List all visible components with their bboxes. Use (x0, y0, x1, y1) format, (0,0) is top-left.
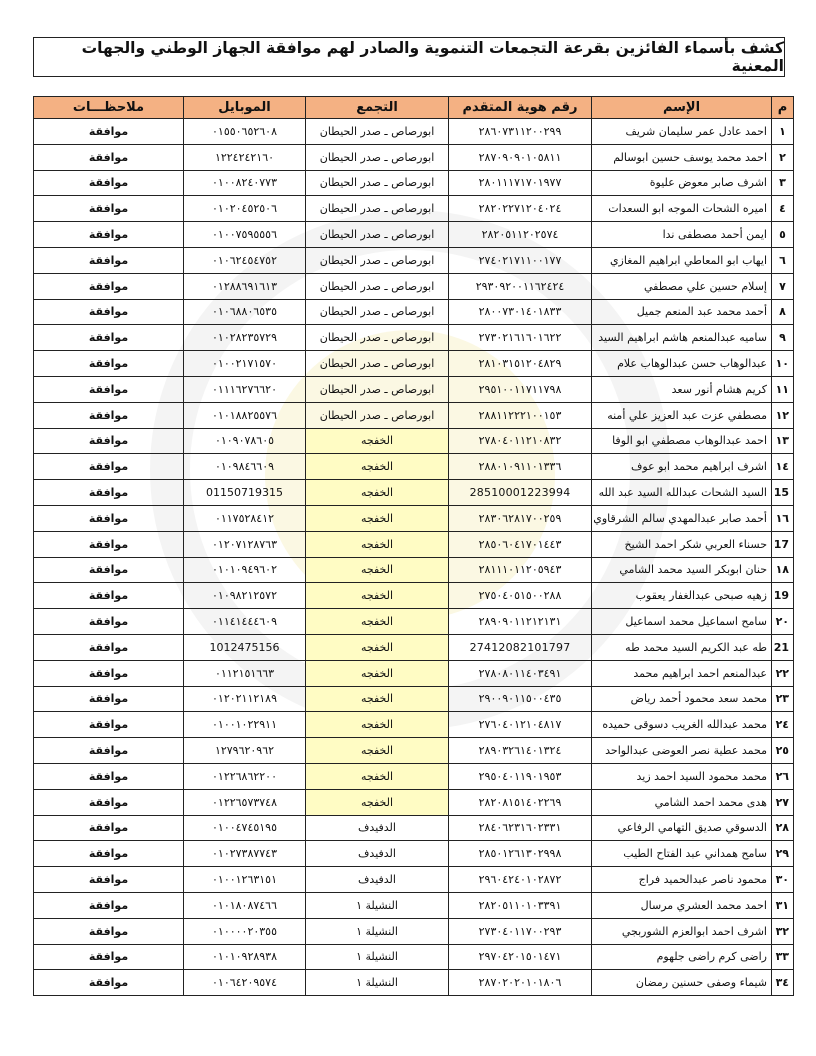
group-name: ابورصاص ـ صدر الحيطان (306, 273, 449, 299)
approval-note: موافقة (34, 325, 184, 351)
national-id: ٢٧٨٠٤٠١١٢١٠٨٣٢ (449, 428, 592, 454)
row-number: 17 (772, 531, 794, 557)
mobile-number: ٠١٠٢٧٣٨٧٧٤٣ (184, 841, 306, 867)
national-id: ٢٨٠١١١٧١٧٠١٩٧٧ (449, 170, 592, 196)
row-number: ١٣ (772, 428, 794, 454)
national-id: ٢٨٩٠٩٠١١٢١٢١٣١ (449, 609, 592, 635)
table-row (34, 196, 794, 222)
approval-note: موافقة (34, 428, 184, 454)
approval-note: موافقة (34, 841, 184, 867)
national-id: ٢٨٧٠٢٠٢٠١٠١٨٠٦ (449, 970, 592, 996)
table-row (34, 247, 794, 273)
table-row (34, 119, 794, 145)
approval-note: موافقة (34, 170, 184, 196)
table-row (34, 712, 794, 738)
table-row (34, 531, 794, 557)
national-id: 28510001223994 (449, 480, 592, 506)
row-number: ٢٠ (772, 609, 794, 635)
mobile-number: ٠١٠٦٢٤٥٤٧٥٢ (184, 247, 306, 273)
group-name: الخفجه (306, 505, 449, 531)
national-id: ٢٩٠٠٩٠١١٥٠٠٤٣٥ (449, 686, 592, 712)
row-number: ٣٠ (772, 867, 794, 893)
approval-note: موافقة (34, 222, 184, 248)
approval-note: موافقة (34, 557, 184, 583)
table-row (34, 428, 794, 454)
mobile-number: ٠١٠١٠٩٤٩٦٠٢ (184, 557, 306, 583)
row-number: ٢٨ (772, 815, 794, 841)
national-id: ٢٨٠٠٧٣٠١٤٠١٨٣٣ (449, 299, 592, 325)
national-id: ٢٨٣٠٦٢٨١٧٠٠٢٥٩ (449, 505, 592, 531)
table-row (34, 789, 794, 815)
group-name: النشيلة ١ (306, 944, 449, 970)
table-row (34, 480, 794, 506)
national-id: ٢٨٢٠٥١١٠١٠٣٣٩١ (449, 892, 592, 918)
national-id: ٢٨٧٠٩٠٩٠١٠٥٨١١ (449, 144, 592, 170)
approval-note: موافقة (34, 376, 184, 402)
group-name: النشيلة ١ (306, 892, 449, 918)
mobile-number: ٠١٢٠٢١١٢١٨٩ (184, 686, 306, 712)
national-id: 27412082101797 (449, 634, 592, 660)
table-row (34, 970, 794, 996)
approval-note: موافقة (34, 944, 184, 970)
approval-note: موافقة (34, 686, 184, 712)
applicant-name: هدى محمد احمد الشامي (592, 789, 772, 815)
applicant-name: اميره الشحات الموجه ابو السعدات (592, 196, 772, 222)
table-row (34, 609, 794, 635)
applicant-name: محمود ناصر عبدالحميد فراج (592, 867, 772, 893)
applicant-name: ايهاب ابو المعاطي ابراهيم المغازي (592, 247, 772, 273)
national-id: ٢٩٥١٠٠١١٧١١٧٩٨ (449, 376, 592, 402)
row-number: ٢٩ (772, 841, 794, 867)
table-row (34, 944, 794, 970)
mobile-number: ١٢٢٤٢٤٢١٦٠ (184, 144, 306, 170)
row-number: ٧ (772, 273, 794, 299)
table-row (34, 738, 794, 764)
national-id: ٢٧٨٠٨٠١١٤٠٣٤٩١ (449, 660, 592, 686)
row-number: ٣٤ (772, 970, 794, 996)
mobile-number: ١٢٧٩٦٢٠٩٦٢ (184, 738, 306, 764)
table-row (34, 144, 794, 170)
table-row (34, 660, 794, 686)
national-id: ٢٨٥٠١٢٦١٣٠٢٩٩٨ (449, 841, 592, 867)
row-number: 21 (772, 634, 794, 660)
group-name: الخفجه (306, 789, 449, 815)
mobile-number: ٠١١١٦٢٧٦٦٢٠ (184, 376, 306, 402)
national-id: ٢٨٨٠١٠٩١١٠١٣٣٦ (449, 454, 592, 480)
row-number: ٤ (772, 196, 794, 222)
mobile-number: ٠١٠٠١٠٢٢٩١١ (184, 712, 306, 738)
mobile-number: ٠١٠٠٨٢٤٠٧٧٣ (184, 170, 306, 196)
applicant-name: عبدالمنعم احمد ابراهيم محمد (592, 660, 772, 686)
mobile-number: ٠١١٢١٥١٦٦٣ (184, 660, 306, 686)
table-row (34, 686, 794, 712)
applicant-name: سامح اسماعيل محمد اسماعيل (592, 609, 772, 635)
approval-note: موافقة (34, 660, 184, 686)
mobile-number: ٠١٠٠١٢٦٣١٥١ (184, 867, 306, 893)
national-id: ٢٩٧٠٤٢٠١٥٠١٤٧١ (449, 944, 592, 970)
group-name: الدفيدف (306, 815, 449, 841)
document-title: كشف بأسماء الفائزين بقرعة التجمعات التنموية والصادر لهم موافقة الجهاز الوطني والجهات المعنية (33, 37, 785, 77)
applicant-name: طه عبد الكريم السيد محمد طه (592, 634, 772, 660)
applicant-name: احمد محمد العشري مرسال (592, 892, 772, 918)
row-number: ١ (772, 119, 794, 145)
header-num: م (772, 97, 794, 119)
approval-note: موافقة (34, 712, 184, 738)
approval-note: موافقة (34, 454, 184, 480)
row-number: ١٢ (772, 402, 794, 428)
table-row (34, 583, 794, 609)
approval-note: موافقة (34, 867, 184, 893)
applicant-name: احمد محمد يوسف حسين ابوسالم (592, 144, 772, 170)
mobile-number: 1012475156 (184, 634, 306, 660)
approval-note: موافقة (34, 119, 184, 145)
table-row (34, 222, 794, 248)
mobile-number: ٠١٠١٨٠٨٧٤٦٦ (184, 892, 306, 918)
group-name: النشيلة ١ (306, 970, 449, 996)
national-id: ٢٨٨١١٢٢٢١٠٠١٥٣ (449, 402, 592, 428)
national-id: ٢٨٤٠٦٢٣١٦٠٢٣٣١ (449, 815, 592, 841)
mobile-number: ٠١٢٢٦٥٧٣٧٤٨ (184, 789, 306, 815)
group-name: الخفجه (306, 660, 449, 686)
row-number: ٢٤ (772, 712, 794, 738)
applicant-name: محمد عطية نصر العوضى عبدالواحد (592, 738, 772, 764)
group-name: الخفجه (306, 763, 449, 789)
national-id: ٢٨٦٠٧٣١١٢٠٠٢٩٩ (449, 119, 592, 145)
national-id: ٢٧٣٠٤٠١١٧٠٠٢٩٣ (449, 918, 592, 944)
mobile-number: ٠١٠٦٤٢٠٩٥٧٤ (184, 970, 306, 996)
applicant-name: شيماء وصفى حسنين رمضان (592, 970, 772, 996)
approval-note: موافقة (34, 144, 184, 170)
approval-note: موافقة (34, 918, 184, 944)
national-id: ٢٨١١١٠١١٢٠٥٩٤٣ (449, 557, 592, 583)
row-number: ٦ (772, 247, 794, 273)
applicant-name: حنان ابوبكر السيد محمد الشامي (592, 557, 772, 583)
mobile-number: ٠١٥٥٠٦٥٢٦٠٨ (184, 119, 306, 145)
group-name: الخفجه (306, 557, 449, 583)
row-number: ٢٢ (772, 660, 794, 686)
mobile-number: ٠١٠٠٠٠٢٠٣٥٥ (184, 918, 306, 944)
applicant-name: عبدالوهاب حسن عبدالوهاب علام (592, 351, 772, 377)
group-name: الخفجه (306, 634, 449, 660)
row-number: ١٠ (772, 351, 794, 377)
applicant-name: احمد عادل عمر سليمان شريف (592, 119, 772, 145)
national-id: ٢٧٦٠٤٠١٢١٠٤٨١٧ (449, 712, 592, 738)
header-notes: ملاحظـــات (34, 97, 184, 119)
table-row (34, 299, 794, 325)
mobile-number: ٠١٠٢٨٢٣٥٧٢٩ (184, 325, 306, 351)
national-id: ٢٨١٠٣١٥١٢٠٤٨٢٩ (449, 351, 592, 377)
applicant-name: ساميه عبدالمنعم هاشم ابراهيم السيد (592, 325, 772, 351)
row-number: ٢٣ (772, 686, 794, 712)
applicant-name: محمد سعد محمود أحمد رياض (592, 686, 772, 712)
table-row (34, 867, 794, 893)
table-row (34, 634, 794, 660)
mobile-number: ٠١١٧٥٢٨٤١٢ (184, 505, 306, 531)
table-row (34, 841, 794, 867)
group-name: الخفجه (306, 712, 449, 738)
mobile-number: ٠١٢٨٨٦٩١٦١٣ (184, 273, 306, 299)
row-number: ١٦ (772, 505, 794, 531)
group-name: الدفيدف (306, 867, 449, 893)
national-id: ٢٧٣٠٢١٦١٦٠١٦٢٢ (449, 325, 592, 351)
national-id: ٢٧٥٠٤٠٥١٥٠٠٢٨٨ (449, 583, 592, 609)
applicant-name: إسلام حسين علي مصطفي (592, 273, 772, 299)
national-id: ٢٩٦٠٤٢٤٠١٠٢٨٧٢ (449, 867, 592, 893)
approval-note: موافقة (34, 609, 184, 635)
group-name: ابورصاص ـ صدر الحيطان (306, 196, 449, 222)
mobile-number: ٠١٠٠٢١٧١٥٧٠ (184, 351, 306, 377)
approval-note: موافقة (34, 634, 184, 660)
applicant-name: زهيه صبحى عبدالغفار يعقوب (592, 583, 772, 609)
row-number: ١١ (772, 376, 794, 402)
group-name: ابورصاص ـ صدر الحيطان (306, 299, 449, 325)
group-name: ابورصاص ـ صدر الحيطان (306, 402, 449, 428)
national-id: ٢٨٥٠٦٠٤١٧٠١٤٤٣ (449, 531, 592, 557)
applicant-name: سامح همداني عبد الفتاح الطيب (592, 841, 772, 867)
mobile-number: ٠١٠٩٨٢١٢٥٧٢ (184, 583, 306, 609)
national-id: ٢٩٥٠٤٠١١٩٠١٩٥٣ (449, 763, 592, 789)
applicant-name: الدسوقي صديق التهامي الرفاعي (592, 815, 772, 841)
mobile-number: ٠١٠١٠٩٢٨٩٣٨ (184, 944, 306, 970)
group-name: ابورصاص ـ صدر الحيطان (306, 247, 449, 273)
applicant-name: أحمد صابر عبدالمهدي سالم الشرقاوي (592, 505, 772, 531)
group-name: ابورصاص ـ صدر الحيطان (306, 222, 449, 248)
applicant-name: اشرف احمد ابوالعزم الشوربجي (592, 918, 772, 944)
national-id: ٢٧٤٠٢١٧١١٠٠١٧٧ (449, 247, 592, 273)
mobile-number: ٠١٢٠٧١٢٨٧٦٣ (184, 531, 306, 557)
national-id: ٢٨٩٠٣٢٦١٤٠١٣٢٤ (449, 738, 592, 764)
group-name: الخفجه (306, 686, 449, 712)
approval-note: موافقة (34, 583, 184, 609)
applicant-name: أحمد محمد عبد المنعم جميل (592, 299, 772, 325)
table-header-row (34, 97, 794, 119)
row-number: ٢ (772, 144, 794, 170)
approval-note: موافقة (34, 970, 184, 996)
row-number: ١٤ (772, 454, 794, 480)
mobile-number: ٠١٠٩٨٤٦٦٠٩ (184, 454, 306, 480)
row-number: ٢٧ (772, 789, 794, 815)
mobile-number: 01150719315 (184, 480, 306, 506)
group-name: النشيلة ١ (306, 918, 449, 944)
row-number: ٩ (772, 325, 794, 351)
row-number: ٥ (772, 222, 794, 248)
row-number: ٨ (772, 299, 794, 325)
approval-note: موافقة (34, 299, 184, 325)
approval-note: موافقة (34, 505, 184, 531)
approval-note: موافقة (34, 247, 184, 273)
row-number: ٣٢ (772, 918, 794, 944)
group-name: الخفجه (306, 480, 449, 506)
group-name: الخفجه (306, 531, 449, 557)
header-id: رقم هوية المتقدم (449, 97, 592, 119)
approval-note: موافقة (34, 789, 184, 815)
table-row (34, 892, 794, 918)
applicant-name: محمد عبدالله الغريب دسوقى حميده (592, 712, 772, 738)
applicant-name: ايمن أحمد مصطفى ندا (592, 222, 772, 248)
applicant-name: راضى كرم راضى جلهوم (592, 944, 772, 970)
table-row (34, 815, 794, 841)
mobile-number: ٠١٠٠٧٥٩٥٥٥٦ (184, 222, 306, 248)
group-name: ابورصاص ـ صدر الحيطان (306, 144, 449, 170)
group-name: ابورصاص ـ صدر الحيطان (306, 170, 449, 196)
group-name: ابورصاص ـ صدر الحيطان (306, 376, 449, 402)
table-row (34, 763, 794, 789)
approval-note: موافقة (34, 763, 184, 789)
group-name: الخفجه (306, 454, 449, 480)
applicant-name: مصطفي عزت عبد العزيز علي أمنه (592, 402, 772, 428)
group-name: الخفجه (306, 428, 449, 454)
header-group: التجمع (306, 97, 449, 119)
approval-note: موافقة (34, 531, 184, 557)
approval-note: موافقة (34, 402, 184, 428)
header-mobile: الموبايل (184, 97, 306, 119)
header-name: الإسم (592, 97, 772, 119)
row-number: 19 (772, 583, 794, 609)
table-row (34, 454, 794, 480)
approval-note: موافقة (34, 738, 184, 764)
applicant-name: كريم هشام أنور سعد (592, 376, 772, 402)
approval-note: موافقة (34, 351, 184, 377)
group-name: الخفجه (306, 583, 449, 609)
group-name: ابورصاص ـ صدر الحيطان (306, 351, 449, 377)
table-row (34, 376, 794, 402)
row-number: ٣١ (772, 892, 794, 918)
national-id: ٢٨٢٠٥١١٢٠٢٥٧٤ (449, 222, 592, 248)
applicant-name: السيد الشحات عبدالله السيد عبد الله (592, 480, 772, 506)
row-number: 15 (772, 480, 794, 506)
table-row (34, 325, 794, 351)
applicant-name: محمد محمود السيد احمد زيد (592, 763, 772, 789)
table-row (34, 918, 794, 944)
mobile-number: ٠١٠٢٠٤٥٢٥٠٦ (184, 196, 306, 222)
applicant-name: احمد عبدالوهاب مصطفي ابو الوفا (592, 428, 772, 454)
group-name: ابورصاص ـ صدر الحيطان (306, 119, 449, 145)
national-id: ٢٩٣٠٩٢٠٠١١٦٢٤٢٤ (449, 273, 592, 299)
national-id: ٢٨٢٠٢٢٧١٢٠٤٠٢٤ (449, 196, 592, 222)
group-name: الدفيدف (306, 841, 449, 867)
group-name: ابورصاص ـ صدر الحيطان (306, 325, 449, 351)
table-row (34, 273, 794, 299)
table-row (34, 505, 794, 531)
row-number: ٣٣ (772, 944, 794, 970)
row-number: ١٨ (772, 557, 794, 583)
winners-table (33, 96, 794, 996)
group-name: الخفجه (306, 609, 449, 635)
table-row (34, 402, 794, 428)
applicant-name: اشرف ابراهيم محمد ابو عوف (592, 454, 772, 480)
applicant-name: اشرف صابر معوض عليوة (592, 170, 772, 196)
mobile-number: ٠١٠٠٤٧٤٥١٩٥ (184, 815, 306, 841)
table-row (34, 170, 794, 196)
approval-note: موافقة (34, 196, 184, 222)
table-row (34, 351, 794, 377)
approval-note: موافقة (34, 273, 184, 299)
mobile-number: ٠١٢٢٦٨٦٢٢٠٠ (184, 763, 306, 789)
approval-note: موافقة (34, 480, 184, 506)
mobile-number: ٠١٠٦٨٨٠٦٥٣٥ (184, 299, 306, 325)
approval-note: موافقة (34, 892, 184, 918)
row-number: ٢٥ (772, 738, 794, 764)
mobile-number: ٠١١٤١٤٤٤٦٠٩ (184, 609, 306, 635)
row-number: ٢٦ (772, 763, 794, 789)
national-id: ٢٨٢٠٨١٥١٤٠٢٢٦٩ (449, 789, 592, 815)
mobile-number: ٠١٠١٨٨٢٥٥٧٦ (184, 402, 306, 428)
mobile-number: ٠١٠٩٠٧٨٦٠٥ (184, 428, 306, 454)
table-row (34, 557, 794, 583)
group-name: الخفجه (306, 738, 449, 764)
applicant-name: حسناء العربي شكر احمد الشيخ (592, 531, 772, 557)
row-number: ٣ (772, 170, 794, 196)
approval-note: موافقة (34, 815, 184, 841)
